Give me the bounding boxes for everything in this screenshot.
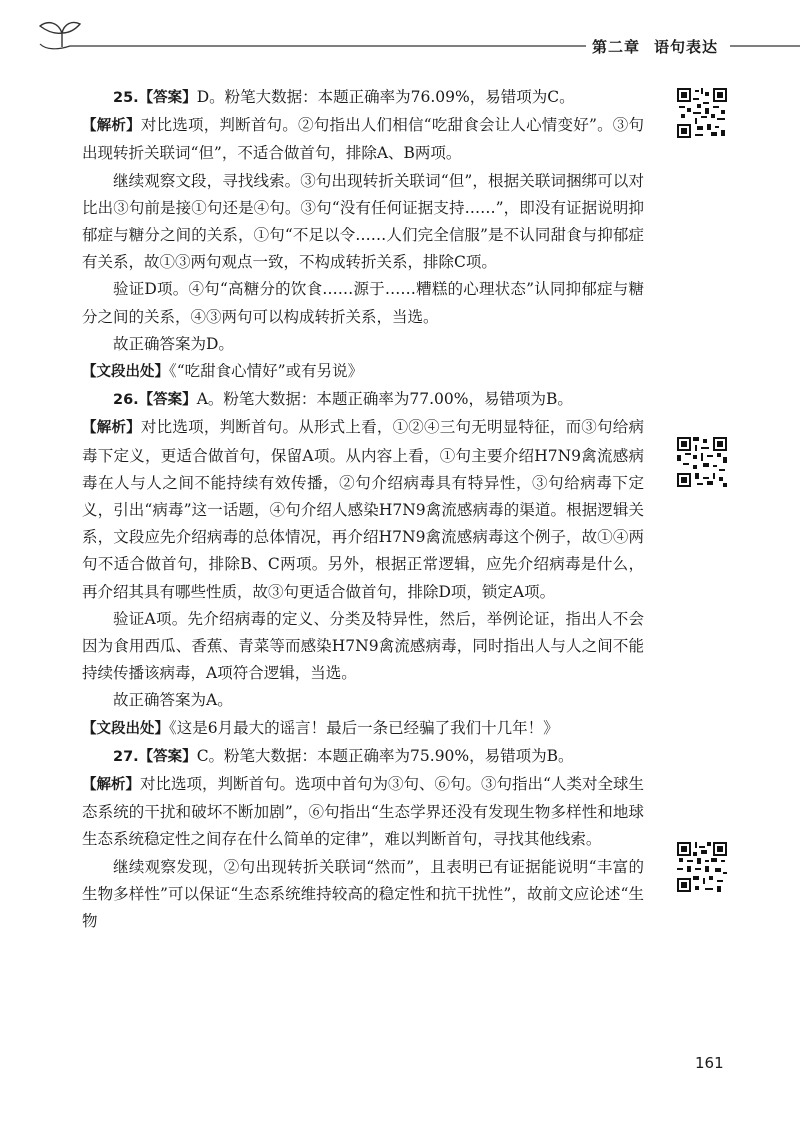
paragraph bbox=[82, 715, 644, 743]
qr-code-icon[interactable] bbox=[677, 437, 727, 487]
source-tag: 【文段出处】 bbox=[82, 364, 169, 381]
source-tag: 【文段出处】 bbox=[82, 720, 169, 737]
paragraph bbox=[82, 276, 644, 330]
qr-code-icon[interactable] bbox=[677, 842, 727, 892]
paragraph bbox=[82, 386, 644, 414]
page-header bbox=[0, 0, 800, 60]
leaf-icon bbox=[40, 22, 80, 47]
analysis-tag: 【解析】 bbox=[82, 420, 141, 437]
paragraph-text: 验证A项。先介绍病毒的定义、分类及特异性，然后，举例论证，指出人不会因为食用西瓜、香蕉、青菜等而感染H7N9禽流感病毒，同时指出人与人之间不能持续传播该病毒，A项符合逻辑，当选。 bbox=[82, 609, 644, 683]
analysis-tag: 【解析】 bbox=[82, 777, 141, 794]
paragraph-text: 对比选项，判断首句。从形式上看，①②④三句无明显特征，而③句给病毒下定义，更适合做首句，保留A项。从内容上看，①句主要介绍H7N9禽流感病毒在人与人之间不能持续有效传播，②句介绍病毒具有特异性，③句给病毒下定义，引出“病毒”这一话题，④句介绍人感染H7N9禽流感病毒的渠道。根据逻辑关系，文段应先介绍病毒的总体情况，再介绍H7N9禽流感病毒这个例子，故①④两句不适合做首句，排除B、C两项。另外，根据正常逻辑，应先介绍病毒是什么，再介绍其具有哪些性质，故③句更适合做首句，排除D项，锁定A项。 bbox=[82, 418, 644, 601]
paragraph-text: 对比选项，判断首句。②句指出人们相信“吃甜食会让人心情变好”。③句出现转折关联词“但”，不适合做首句，排除A、B两项。 bbox=[82, 116, 645, 163]
paragraph-text: 《这是6月最大的谣言！最后一条已经骗了我们十几年！》 bbox=[169, 718, 559, 737]
paragraph bbox=[82, 358, 644, 386]
paragraph bbox=[82, 414, 644, 605]
answer-tag: 27.【答案】 bbox=[113, 748, 197, 765]
chapter-title bbox=[586, 36, 724, 57]
paragraph bbox=[82, 331, 644, 358]
paragraph bbox=[82, 743, 644, 771]
answer-tag: 25.【答案】 bbox=[113, 90, 197, 106]
section-label: 语句表达 bbox=[654, 38, 719, 56]
header-swoosh-line bbox=[40, 44, 590, 49]
qr-code-icon[interactable] bbox=[677, 88, 727, 138]
paragraph bbox=[82, 112, 644, 167]
paragraph bbox=[82, 771, 644, 854]
paragraph bbox=[82, 168, 644, 277]
paragraph bbox=[82, 854, 644, 936]
paragraph-text: 故正确答案为A。 bbox=[113, 691, 233, 710]
answer-explanations bbox=[82, 84, 644, 935]
chapter-label: 第二章 bbox=[592, 38, 641, 56]
paragraph-text: 故正确答案为D。 bbox=[113, 334, 234, 353]
analysis-tag: 【解析】 bbox=[82, 118, 141, 135]
paragraph-text: D。粉笔大数据：本题正确率为76.09%，易错项为C。 bbox=[196, 88, 575, 106]
answer-tag: 26.【答案】 bbox=[113, 392, 197, 409]
page-number: 161 bbox=[695, 1054, 724, 1072]
paragraph-text: C。粉笔大数据：本题正确率为75.90%，易错项为B。 bbox=[196, 746, 574, 765]
paragraph bbox=[82, 606, 644, 688]
paragraph-text: 《“吃甜食心情好”或有另说》 bbox=[169, 362, 364, 381]
paragraph-text: 对比选项，判断首句。选项中首句为③句、⑥句。③句指出“人类对全球生态系统的干扰和破坏不断加剧”，⑥句指出“生态学界还没有发现生物多样性和地球生态系统稳定性之间存在什么简单的定律”，难以判断首句，寻找其他线索。 bbox=[82, 775, 644, 849]
paragraph bbox=[82, 84, 644, 112]
paragraph-text: 继续观察文段，寻找线索。③句出现转折关联词“但”，根据关联词捆绑可以对比出③句前是接①句还是④句。③句“没有任何证据支持……”，即没有证据说明抑郁症与糖分之间的关系，①句“不足以令……人们完全信服”是不认同甜食与抑郁症有关系，故①③两句观点一致，不构成转折关系，排除C项。 bbox=[82, 171, 644, 272]
paragraph-text: 验证D项。④句“高糖分的饮食……源于……糟糕的心理状态”认同抑郁症与糖分之间的关系，④③两句可以构成转折关系，当选。 bbox=[82, 280, 644, 326]
paragraph-text: A。粉笔大数据：本题正确率为77.00%，易错项为B。 bbox=[196, 390, 573, 409]
paragraph bbox=[82, 687, 644, 714]
paragraph-text: 继续观察发现，②句出现转折关联词“然而”，且表明已有证据能说明“丰富的生物多样性”可以保证“生态系统维持较高的稳定性和抗干扰性”，故前文应论述“生物 bbox=[82, 857, 644, 931]
